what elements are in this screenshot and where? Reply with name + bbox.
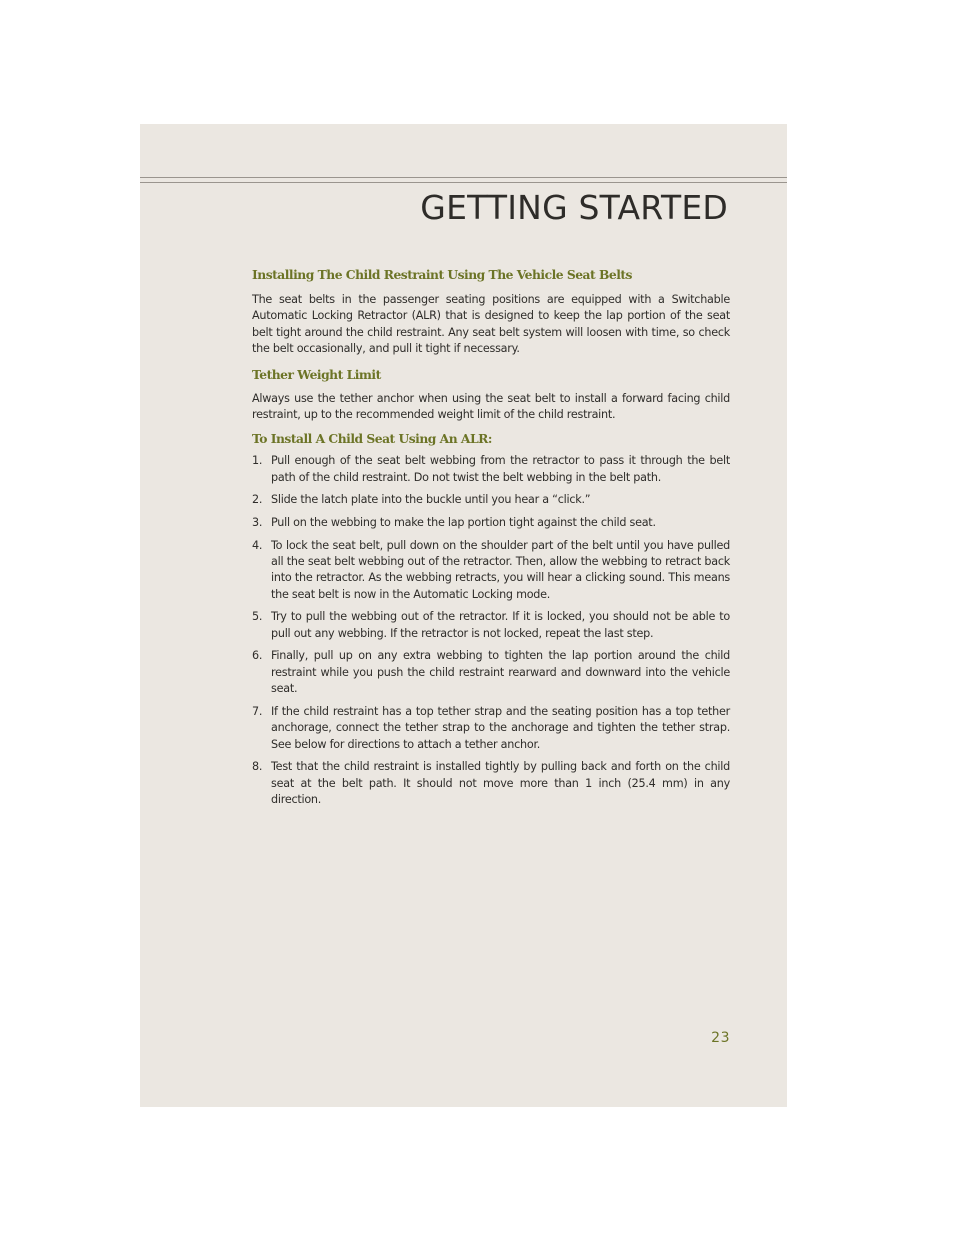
- step-number: 1.: [252, 454, 263, 468]
- step-number: 3.: [252, 516, 263, 530]
- list-item: [252, 648, 730, 697]
- step-text: Slide the latch plate into the buckle until you hear a “click.”: [271, 493, 591, 507]
- paragraph-tether-anchor: Always use the tether anchor when using the seat belt to install a forward facing child restraint, up to the recommended weight limit of the child restraint.: [252, 391, 730, 422]
- list-item: [252, 515, 730, 531]
- step-text: Try to pull the webbing out of the retractor. If it is locked, you should not be able to pull out any webbing. If the retractor is not locked, repeat the last step.: [271, 610, 730, 640]
- list-item: [252, 492, 730, 508]
- paragraph-seat-belts-alr: The seat belts in the passenger seating positions are equipped with a Switchable Automatic Locking Retractor (ALR) that is designed to keep the lap portion of the seat belt tight around the child restraint. Any seat belt system will loosen with time, so check the belt occasionally, and pull it tight if necessary.: [252, 293, 730, 356]
- step-number: 8.: [252, 760, 263, 774]
- step-number: 6.: [252, 649, 263, 663]
- step-text: Finally, pull up on any extra webbing to tighten the lap portion around the child restraint while you push the child restraint rearward and downward into the vehicle seat.: [271, 649, 730, 696]
- heading-tether-weight-limit: Tether Weight Limit: [252, 366, 381, 382]
- header-rule-top: [140, 177, 787, 178]
- step-number: 4.: [252, 538, 263, 552]
- step-text: To lock the seat belt, pull down on the shoulder part of the belt until you have pulled all the seat belt webbing out of the retractor. Then, allow the webbing to retract back into the retractor. As the webbing retracts, you will hear a clicking sound. This means the seat belt is now in the Automatic Locking mode.: [271, 538, 730, 601]
- header-rule-bottom: [140, 182, 787, 183]
- alr-steps-list: [252, 453, 730, 808]
- manual-page: [140, 124, 787, 1107]
- step-text: Pull enough of the seat belt webbing from the retractor to pass it through the belt path of the child restraint. Do not twist the belt webbing in the belt path.: [271, 454, 730, 484]
- step-text: Test that the child restraint is installed tightly by pulling back and forth on the child seat at the belt path. It should not move more than 1 inch (25.4 mm) in any direction.: [271, 760, 730, 807]
- page-number: 23: [711, 1030, 730, 1046]
- step-text: Pull on the webbing to make the lap portion tight against the child seat.: [271, 516, 656, 530]
- list-item: [252, 538, 730, 604]
- step-number: 5.: [252, 610, 263, 624]
- list-item: [252, 453, 730, 486]
- list-item: [252, 609, 730, 642]
- step-number: 7.: [252, 704, 263, 718]
- section-title: GETTING STARTED: [420, 188, 728, 227]
- step-number: 2.: [252, 493, 263, 507]
- list-item: [252, 704, 730, 753]
- heading-install-using-alr: To Install A Child Seat Using An ALR:: [252, 431, 492, 447]
- step-text: If the child restraint has a top tether strap and the seating position has a top tether anchorage, connect the tether strap to the anchorage and tighten the tether strap. See below for directions to attach a tether anchor.: [271, 704, 730, 751]
- heading-installing-child-restraint: Installing The Child Restraint Using The Vehicle Seat Belts: [252, 267, 632, 282]
- list-item: [252, 759, 730, 808]
- page-content: [252, 266, 730, 815]
